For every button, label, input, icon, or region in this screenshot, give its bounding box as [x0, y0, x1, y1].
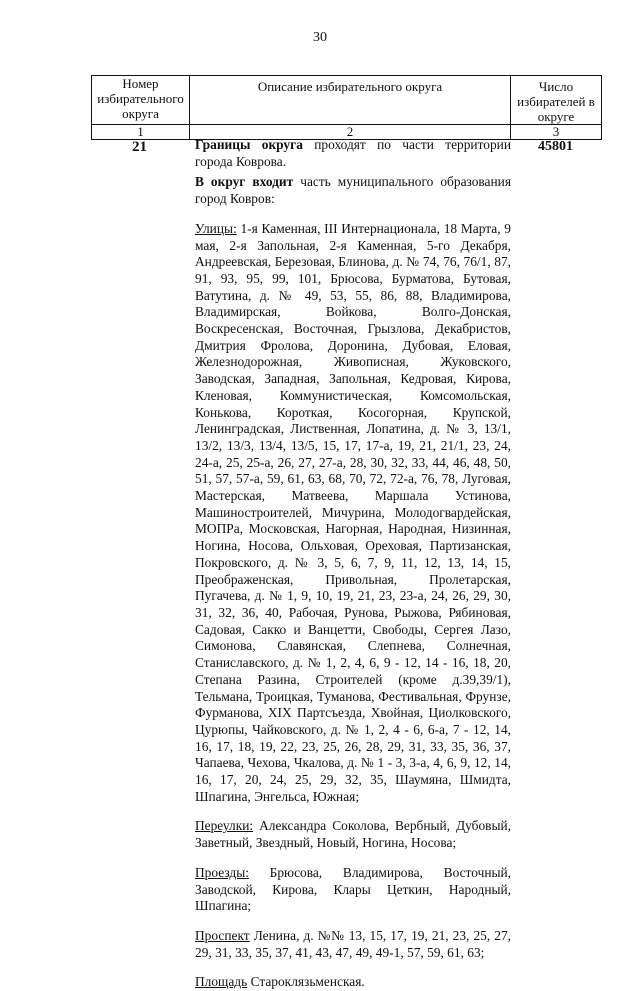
district-voter-count: 45801 [538, 139, 573, 154]
includes-paragraph [195, 174, 511, 207]
streets-label: Улицы: [195, 220, 237, 236]
district-number: 21 [132, 139, 147, 155]
includes-label: В округ входит [195, 174, 294, 190]
lanes-paragraph [195, 818, 511, 851]
header-district-description: Описание избирательного округа [190, 76, 511, 125]
district-table [91, 75, 602, 140]
column-number-1: 1 [92, 125, 190, 140]
boundaries-label: Границы округа [195, 137, 303, 152]
square-text: Староклязьменская. [247, 974, 365, 990]
passages-text: Брюсова, Владимирова, Восточный, Заводской, Кирова, Клары Цеткин, Народный, Шпагина; [195, 864, 511, 914]
lanes-label: Переулки: [195, 818, 254, 834]
column-number-2: 2 [190, 125, 511, 140]
prospect-label: Проспект [195, 927, 250, 943]
passages-label: Проезды: [195, 864, 249, 880]
header-district-number: Номер избирательного округа [92, 76, 190, 125]
column-number-3: 3 [511, 125, 602, 140]
boundaries-paragraph [195, 137, 511, 170]
streets-paragraph [195, 221, 511, 806]
includes-text: часть муниципального образования город Ковров: [195, 174, 511, 207]
lanes-text: Александра Соколова, Вербный, Дубовый, Заветный, Звездный, Новый, Ногина, Носова; [195, 818, 511, 851]
table-header-row [92, 76, 602, 125]
passages-paragraph [195, 865, 511, 915]
square-label: Площадь [195, 974, 248, 990]
prospect-text: Ленина, д. №№ 13, 15, 17, 19, 21, 23, 25, 27, 29, 31, 33, 35, 37, 41, 43, 47, 49, 49-1, 57, 59, 61, 63; [195, 927, 511, 960]
district-description [195, 137, 511, 991]
square-paragraph [195, 974, 511, 991]
page-number: 30 [313, 30, 327, 45]
streets-text: 1-я Каменная, III Интернационала, 18 Марта, 9 мая, 2-я Запольная, 2-я Каменная, 5-го Декабря, Андреевская, Березовая, Блинова, д. № 74, 76, 76/1, 87, 91, 93, 95, 99, 101, Брюсова, Бурматова, Бутовая, Ватутина, д. № 49, 53, 55, 86, 88, Владимирова, Владимирская, Войкова, Волго-Донская, Воскресенская, Восточная, Грызлова, Декабристов, Дмитрия Фролова, Доронина, Дубовая, Еловая, Железнодорожная, Живописная, Жуковского, Заводская, Западная, Запольная, Кедровая, Кирова, Кленовая, Коммунистическая, Комсомольская, Конькова, Короткая, Косогорная, Крупской, Ленинградская, Лиственная, Лопатина, д. № 3, 13/1, 13/2, 13/3, 13/4, 13/5, 15, 17, 17-а, 19, 21, 21/1, 23, 24, 24-а, 25, 25-а, 26, 27, 27-а, 28, 30, 32, 33, 44, 46, 48, 50, 51, 57, 57-а, 59, 61, 63, 68, 70, 72, 72-а, 76, 78, Луговая, Мастерская, Матвеева, Маршала Устинова, Машиностроителей, Мичурина, Молодогвардейская, МОПРа, Московская, Нагорная, Народная, Низинная, Ногина, Носова, Ольховая, Ореховая, Партизанская, Покровского, д. № 3, 5, 6, 7, 9, 11, 12, 13, 14, 15, Преображенская, Привольная, Пролетарская, Пугачева, д. № 1, 9, 10, 19, 21, 23, 23-а, 24, 26, 29, 30, 31, 32, 36, 40, Рабочая, Рунова, Рыжова, Рябиновая, Садовая, Сакко и Ванцетти, Свободы, Сергея Лазо, Симонова, Славянская, Слепнева, Солнечная, Станиславского, д. № 1, 2, 4, 6, 9 - 12, 14 - 16, 18, 20, Степана Разина, Строителей (кроме д.39,39/1), Тельмана, Троицкая, Туманова, Фестивальная, Фрунзе, Фурманова, XIX Партсъезда, Хвойная, Циолковского, Цурюпы, Чайковского, д. № 1, 2, 4 - 6, 6-а, 7 - 12, 14, 16, 17, 18, 19, 22, 23, 25, 26, 28, 29, 31, 33, 35, 36, 37, Чапаева, Чехова, Чкалова, д. № 1 - 3, 3-а, 4, 6, 9, 12, 14, 16, 17, 20, 24, 25, 29, 32, 35, Шаумяна, Шмидта, Шпагина, Энгельса, Южная; [195, 220, 511, 804]
header-voter-count: Число избирателей в округе [511, 76, 602, 125]
boundaries-text: проходят по части территории города Коврова. [195, 137, 512, 169]
prospect-paragraph [195, 928, 511, 961]
